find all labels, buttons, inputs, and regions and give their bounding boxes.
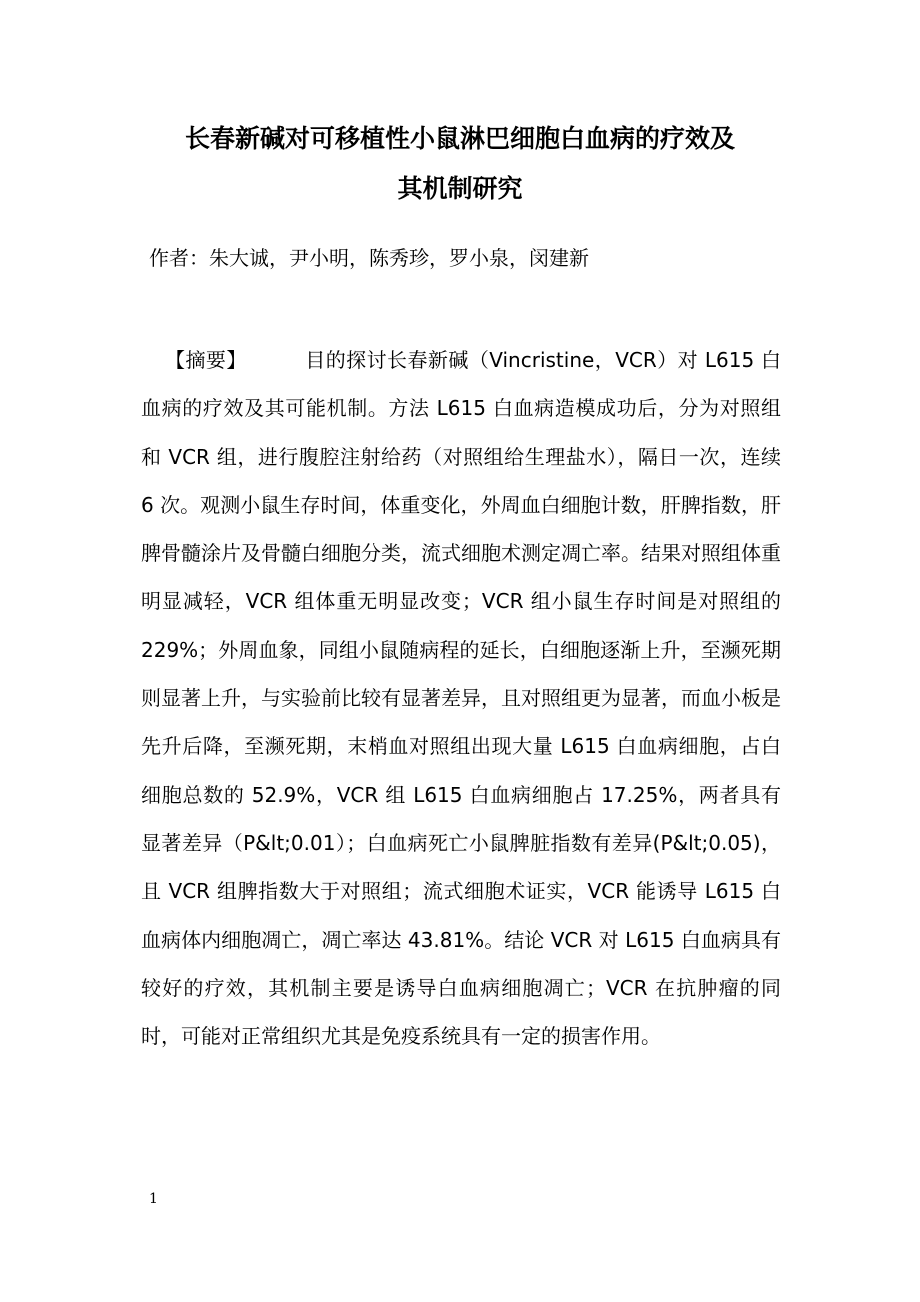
abstract-paragraph bbox=[141, 336, 781, 1060]
title-line-2: 其机制研究 bbox=[397, 174, 523, 203]
authors-label: 作者： bbox=[149, 246, 209, 270]
abstract-text: 目的探讨长春新碱（Vincristine，VCR）对 L615 白血病的疗效及其可能机制。方法 L615 白血病造模成功后，分为对照组和 VCR 组，进行腹腔注射给药（对照组给生理盐水），隔日一次，连续 6 次。观测小鼠生存时间，体重变化，外周血白细胞计数，肝脾指数，肝脾骨髓涂片及骨髓白细胞分类，流式细胞术测定凋亡率。结果对照组体重明显减轻，VCR 组体重无明显改变；VCR 组小鼠生存时间是对照组的 229%；外周血象，同组小鼠随病程的延长，白细胞逐渐上升，至濒死期则显著上升，与实验前比较有显著差异，且对照组更为显著，而血小板是先升后降，至濒死期，末梢血对照组出现大量 L615 白血病细胞，占白细胞总数的 52.9%，VCR 组 L615 白血病细胞占 17.25%，两者具有显著差异（P&lt;0.01）；白血病死亡小鼠脾脏指数有差异(P&lt;0.05)，且 VCR 组脾指数大于对照组；流式细胞术证实，VCR 能诱导 L615 白血病体内细胞凋亡，凋亡率达 43.81%。结论 VCR 对 L615 白血病具有较好的疗效，其机制主要是诱导白血病细胞凋亡；VCR 在抗肿瘤的同时，可能对正常组织尤其是免疫系统具有一定的损害作用。 bbox=[141, 348, 782, 1049]
document-title bbox=[120, 114, 800, 214]
page-number: 1 bbox=[149, 1191, 158, 1207]
title-line-1: 长春新碱对可移植性小鼠淋巴细胞白血病的疗效及 bbox=[184, 124, 735, 153]
abstract-label: 【摘要】 bbox=[165, 348, 247, 372]
authors-line bbox=[149, 241, 589, 275]
authors-names: 朱大诚，尹小明，陈秀珍，罗小泉，闵建新 bbox=[209, 246, 589, 270]
